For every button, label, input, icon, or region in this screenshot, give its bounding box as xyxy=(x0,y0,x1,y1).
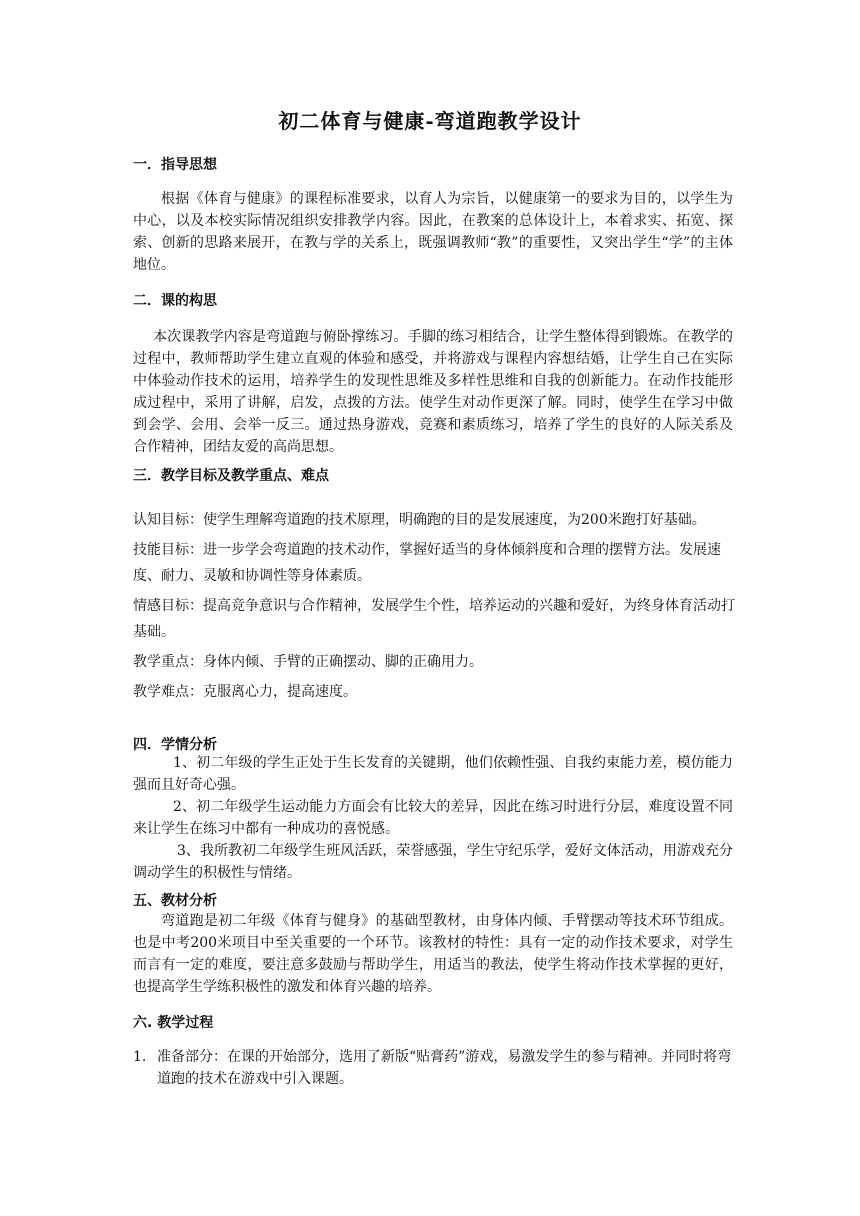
section-heading-teaching-process: 六. 教学过程 xyxy=(133,1015,214,1031)
document-title: 初二体育与健康-弯道跑教学设计 xyxy=(278,109,582,133)
list-item xyxy=(133,1046,733,1090)
section-heading-guiding-ideology: 一．指导思想 xyxy=(133,157,217,173)
teaching-difficulty: 教学难点：克服离心力，提高速度。 xyxy=(133,684,357,700)
list-item-text: 准备部分：在课的开始部分，选用了新版“贴膏药”游戏，易激发学生的参与精神。并同时将弯道跑的技术在游戏中引入课题。 xyxy=(157,1049,732,1087)
teaching-key-point: 教学重点：身体内倾、手臂的正确摆动、脚的正确用力。 xyxy=(133,654,483,670)
section-heading-student-analysis: 四．学情分析 xyxy=(133,737,217,753)
student-analysis-item-3: 3、我所教初二年级学生班风活跃，荣誉感强，学生守纪乐学，爱好文体活动，用游戏充分调动学生的积极性与情绪。 xyxy=(133,843,733,881)
student-analysis-item-2: 2、初二年级学生运动能力方面会有比较大的差异，因此在练习时进行分层，难度设置不同来让学生在练习中都有一种成功的喜悦感。 xyxy=(133,799,733,837)
goal-skill: 技能目标：进一步学会弯道跑的技术动作，掌握好适当的身体倾斜度和合理的摆臂方法。发展速度、耐力、灵敏和协调性等身体素质。 xyxy=(133,542,721,584)
goal-emotion: 情感目标：提高竞争意识与合作精神，发展学生个性，培养运动的兴趣和爱好，为终身体育活动打基础。 xyxy=(133,598,735,640)
paragraph-material-analysis: 弯道跑是初二年级《体育与健身》的基础型教材，由身体内倾、手臂摆动等技术环节组成。也是中考200米项目中至关重要的一个环节。该教材的特性：具有一定的动作技术要求，对学生而言有一定的难度，要注意多鼓励与帮助学生，用适当的教法，使学生将动作技术掌握的更好，也提高学生学练积极性的激发和体育兴趣的培养。 xyxy=(133,913,733,995)
section-heading-material-analysis: 五、教材分析 xyxy=(133,893,217,909)
goal-cognitive: 认知目标：使学生理解弯道跑的技术原理，明确跑的目的是发展速度，为200米跑打好基础。 xyxy=(133,512,706,528)
paragraph-guiding-ideology: 根据《体育与健康》的课程标准要求，以育人为宗旨，以健康第一的要求为目的，以学生为中心，以及本校实际情况组织安排教学内容。因此，在教案的总体设计上，本着求实、拓宽、探索、创新的思路来展开，在教与学的关系上，既强调教师“教”的重要性，又突出学生“学”的主体地位。 xyxy=(133,191,733,273)
student-analysis-item-1: 1、初二年级的学生正处于生长发育的关键期，他们依赖性强、自我约束能力差，模仿能力强而且好奇心强。 xyxy=(133,755,733,793)
paragraph-lesson-concept: 本次课教学内容是弯道跑与俯卧撑练习。手脚的练习相结合，让学生整体得到锻炼。在教学的过程中，教师帮助学生建立直观的体验和感受，并将游戏与课程内容想结婚，让学生自己在实际中体验动作技术的运用，培养学生的发现性思维及多样性思维和自我的创新能力。在动作技能形成过程中，采用了讲解，启发，点拨的方法。使学生对动作更深了解。同时，使学生在学习中做到会学、会用、会举一反三。通过热身游戏，竞赛和素质练习，培养了学生的良好的人际关系及合作精神，团结友爱的高尚思想。 xyxy=(133,329,733,455)
list-item-number: 1. xyxy=(133,1049,147,1065)
section-heading-teaching-goals: 三．教学目标及教学重点、难点 xyxy=(133,468,329,484)
section-heading-lesson-concept: 二．课的构思 xyxy=(133,293,217,309)
